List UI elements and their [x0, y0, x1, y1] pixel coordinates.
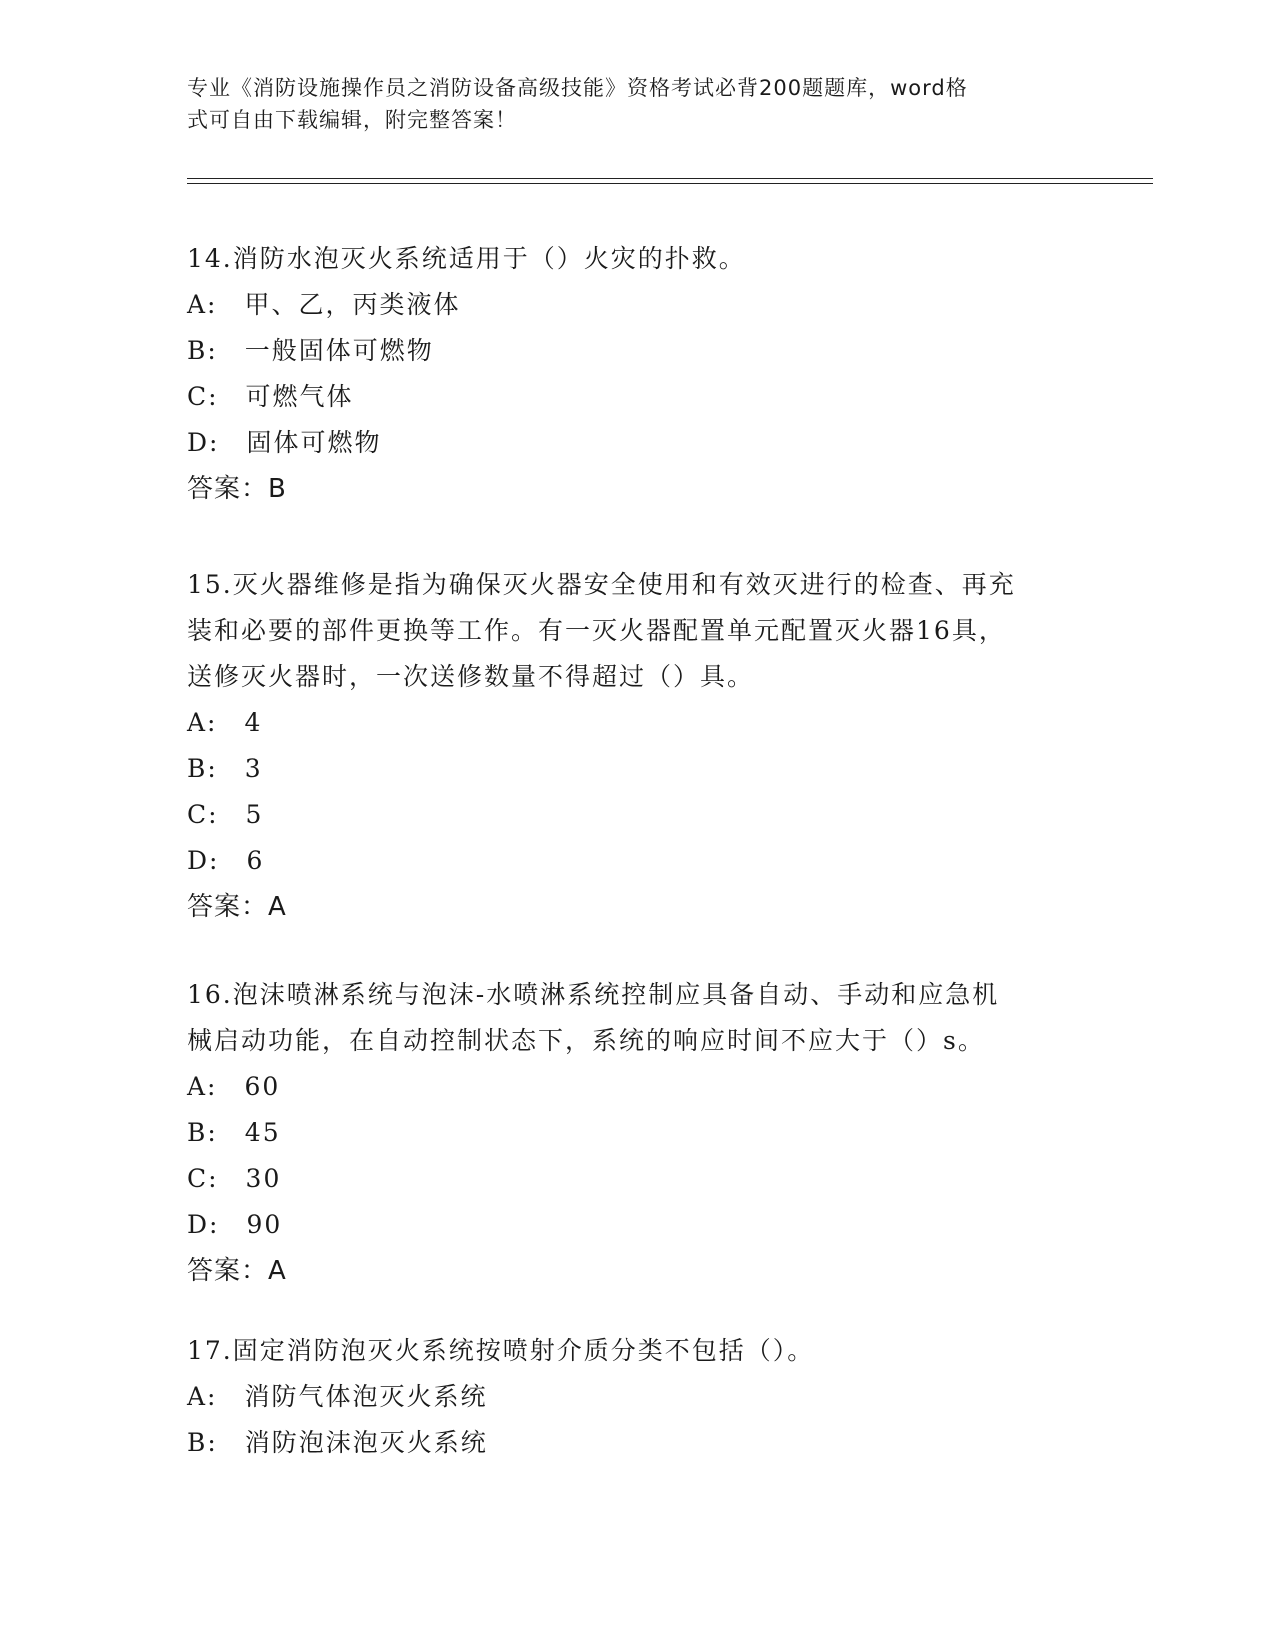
option-a: A: 4 — [187, 708, 263, 737]
option-b: B: 3 — [187, 754, 263, 783]
header-divider-bottom — [187, 183, 1153, 184]
option-d: D: 6 — [187, 846, 265, 875]
question-16 — [187, 972, 1087, 1294]
option-c: C: 5 — [187, 800, 264, 829]
question-14 — [187, 236, 1087, 512]
question-17 — [187, 1328, 1087, 1466]
option-c: C: 30 — [187, 1164, 282, 1193]
question-stem: 送修灭火器时，一次送修数量不得超过（）具。 — [187, 662, 755, 691]
question-stem: 械启动功能，在自动控制状态下，系统的响应时间不应大于（）s。 — [187, 1026, 985, 1055]
document-header — [187, 72, 1077, 136]
question-stem: 14.消防水泡灭火系统适用于（）火灾的扑救。 — [187, 244, 746, 273]
option-d: D: 固体可燃物 — [187, 428, 382, 457]
option-b: B: 45 — [187, 1118, 281, 1147]
answer-line: 答案：A — [187, 892, 287, 922]
option-b: B: 一般固体可燃物 — [187, 336, 434, 365]
option-b: B: 消防泡沫泡灭火系统 — [187, 1428, 488, 1457]
header-divider-top — [187, 178, 1153, 179]
question-stem: 装和必要的部件更换等工作。有一灭火器配置单元配置灭火器16具， — [187, 616, 1006, 645]
option-d: D: 90 — [187, 1210, 283, 1239]
option-a: A: 消防气体泡灭火系统 — [187, 1382, 488, 1411]
option-a: A: 甲、乙，丙类液体 — [187, 290, 461, 319]
question-stem: 16.泡沫喷淋系统与泡沫-水喷淋系统控制应具备自动、手动和应急机 — [187, 980, 1000, 1009]
option-c: C: 可燃气体 — [187, 382, 354, 411]
question-15 — [187, 562, 1087, 930]
question-stem: 15.灭火器维修是指为确保灭火器安全使用和有效灭进行的检查、再充 — [187, 570, 1016, 599]
answer-line: 答案：B — [187, 474, 287, 504]
answer-line: 答案：A — [187, 1256, 287, 1286]
question-stem: 17.固定消防泡灭火系统按喷射介质分类不包括（）。 — [187, 1336, 815, 1365]
header-line-1: 专业《消防设施操作员之消防设备高级技能》资格考试必背200题题库，word格 — [187, 76, 968, 100]
header-line-2: 式可自由下载编辑，附完整答案！ — [187, 108, 517, 132]
option-a: A: 60 — [187, 1072, 281, 1101]
